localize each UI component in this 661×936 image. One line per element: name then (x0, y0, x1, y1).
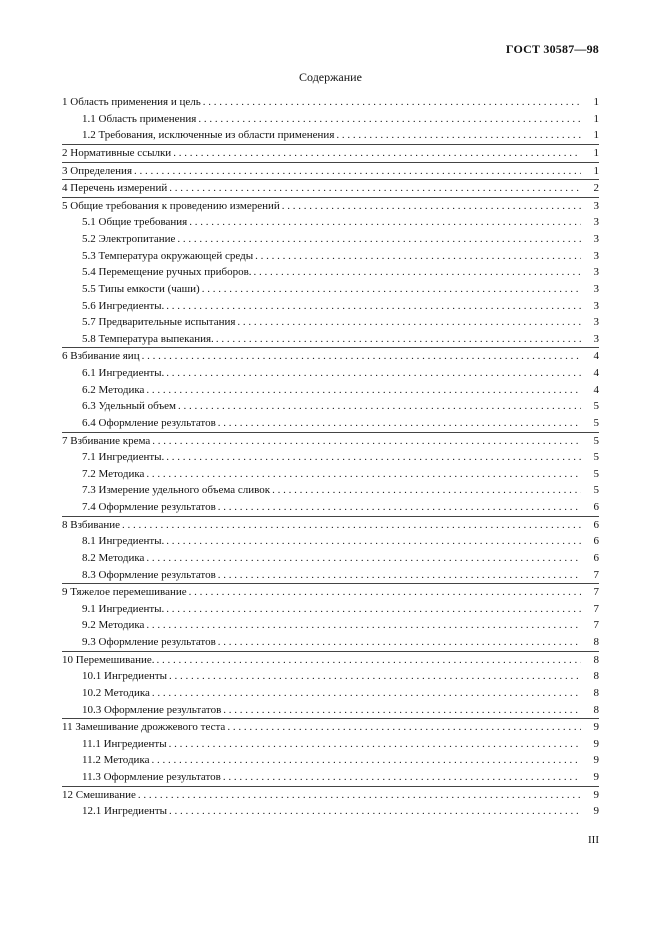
toc-leader-dots (169, 668, 581, 685)
toc-entry-page: 6 (593, 551, 599, 564)
toc-entry[interactable] (62, 264, 599, 281)
toc-entry[interactable] (62, 752, 599, 769)
toc-entry[interactable] (62, 516, 599, 534)
toc-entry[interactable] (62, 281, 599, 298)
toc-leader-dots (146, 550, 581, 567)
toc-entry-text: 5.4 Перемещение ручных приборов. (82, 266, 252, 279)
toc-entry-page: 8 (593, 670, 599, 683)
toc-entry[interactable] (62, 314, 599, 331)
toc-entry[interactable] (62, 298, 599, 315)
toc-entry[interactable] (62, 583, 599, 601)
toc-entry-text: 9.3 Оформление результатов (82, 636, 216, 648)
toc-entry-page: 9 (593, 721, 599, 734)
toc-entry[interactable] (62, 162, 599, 180)
toc-entry[interactable] (62, 432, 599, 450)
toc-entry-page: 7 (593, 568, 599, 581)
toc-entry-page: 1 (593, 129, 599, 142)
toc-leader-dots (223, 769, 581, 786)
toc-entry-page: 6 (593, 501, 599, 513)
toc-entry-text: 5.2 Электропитание (82, 233, 176, 245)
toc-entry[interactable] (62, 331, 599, 348)
toc-entry-page: 4 (593, 383, 599, 396)
toc-entry[interactable] (62, 214, 599, 231)
toc-leader-dots (255, 248, 581, 265)
toc-entry[interactable] (62, 702, 599, 719)
toc-entry-text: 5.5 Типы емкости (чаши) (82, 282, 200, 295)
toc-entry-page: 3 (593, 332, 599, 345)
toc-entry[interactable] (62, 601, 599, 618)
toc-entry-page: 4 (593, 350, 599, 363)
toc-entry[interactable] (62, 248, 599, 265)
toc-leader-dots (166, 449, 581, 466)
toc-entry-text: 7 Взбивание крема (62, 434, 151, 447)
toc-entry-text: 1 Область применения и цель (62, 96, 201, 108)
toc-entry-page: 1 (593, 96, 599, 108)
toc-leader-dots (218, 499, 581, 516)
toc-leader-dots (237, 314, 581, 331)
toc-entry[interactable] (62, 786, 599, 804)
toc-entry-text: 8.3 Оформление результатов (82, 568, 216, 581)
toc-leader-dots (157, 652, 582, 669)
toc-leader-dots (254, 264, 581, 281)
toc-entry[interactable] (62, 736, 599, 753)
toc-entry[interactable] (62, 533, 599, 550)
toc-entry-page: 9 (593, 771, 599, 783)
toc-entry-page: 3 (593, 199, 599, 212)
toc-entry[interactable] (62, 111, 599, 128)
toc-entry-text: 10 Перемешивание. (62, 653, 155, 666)
document-code: ГОСТ 30587—98 (505, 42, 599, 56)
toc-entry-page: 6 (593, 518, 599, 531)
toc-title: Содержание (299, 70, 362, 84)
toc-leader-dots (282, 198, 581, 215)
toc-leader-dots (218, 634, 581, 651)
toc-leader-dots (189, 214, 581, 231)
toc-entry[interactable] (62, 769, 599, 786)
toc-entry-text: 12 Смешивание (62, 788, 136, 801)
toc-entry-text: 11 Замешивание дрожжевого теста (62, 721, 226, 734)
toc-entry[interactable] (62, 567, 599, 584)
toc-entry-text: 11.1 Ингредиенты (82, 737, 167, 750)
toc-entry-page: 2 (593, 182, 599, 195)
toc-entry-text: 5.6 Ингредиенты. (82, 299, 165, 312)
toc-entry[interactable] (62, 197, 599, 215)
toc-entry-page: 5 (593, 467, 599, 480)
toc-entry-page: 3 (593, 216, 599, 229)
toc-leader-dots (122, 517, 581, 534)
toc-leader-dots (169, 736, 581, 753)
toc-entry-text: 5 Общие требования к проведению измерений (62, 199, 280, 212)
toc-entry-page: 8 (593, 703, 599, 716)
toc-entry[interactable] (62, 499, 599, 516)
toc-entry-text: 11.3 Оформление результатов (82, 771, 221, 783)
toc-entry-text: 6.1 Ингредиенты. (82, 367, 165, 379)
toc-leader-dots (203, 94, 581, 111)
toc-entry-page: 9 (593, 754, 599, 767)
toc-entry-page: 3 (593, 249, 599, 262)
toc-leader-dots (177, 231, 581, 248)
toc-entry-page: 3 (593, 233, 599, 245)
toc-entry[interactable] (62, 398, 599, 415)
toc-entry-page: 5 (593, 434, 599, 447)
toc-leader-dots (146, 382, 581, 399)
toc-entry-page: 6 (593, 535, 599, 548)
toc-entry-text: 7.2 Методика (82, 467, 145, 480)
toc-entry-text: 1.1 Область применения (82, 112, 197, 125)
toc-leader-dots (166, 365, 581, 382)
toc-leader-dots (166, 533, 581, 550)
toc-entry[interactable] (62, 144, 599, 162)
toc-leader-dots (198, 111, 581, 128)
toc-entry-text: 10.1 Ингредиенты (82, 670, 168, 683)
toc-leader-dots (218, 567, 581, 584)
toc-entry-text: 9 Тяжелое перемешивание (62, 586, 187, 599)
toc-entry-text: 5.1 Общие требования (82, 216, 188, 229)
toc-entry-text: 3 Определения (62, 164, 133, 177)
toc-leader-dots (166, 298, 581, 315)
toc-leader-dots (189, 584, 581, 601)
toc-leader-dots (227, 719, 581, 736)
toc-entry-text: 6.4 Оформление результатов (82, 416, 216, 429)
toc-entry-page: 9 (593, 737, 599, 750)
toc-leader-dots (138, 787, 581, 804)
toc-leader-dots (146, 617, 581, 634)
toc-entry-page: 8 (593, 653, 599, 666)
toc-entry[interactable] (62, 365, 599, 382)
toc-entry[interactable] (62, 634, 599, 651)
toc-entry[interactable] (62, 466, 599, 483)
toc-entry-page: 3 (593, 266, 599, 279)
toc-entry-page: 5 (593, 416, 599, 429)
toc-leader-dots (173, 145, 581, 162)
toc-entry-page: 5 (593, 400, 599, 413)
toc-entry-text: 10.3 Оформление результатов (82, 703, 222, 716)
toc-entry-text: 4 Перечень измерений (62, 182, 168, 195)
toc-entry-page: 7 (593, 619, 599, 632)
toc-entry-text: 7.4 Оформление результатов (82, 501, 216, 513)
page-number: III (588, 834, 599, 846)
toc-entry-text: 1.2 Требования, исключенные из области применения (82, 129, 335, 142)
toc-leader-dots (152, 685, 581, 702)
toc-entry-text: 7.1 Ингредиенты. (82, 451, 165, 464)
toc-entry[interactable] (62, 651, 599, 669)
toc-entry[interactable] (62, 617, 599, 634)
toc-entry[interactable] (62, 127, 599, 144)
toc-entry-text: 5.7 Предварительные испытания (82, 316, 236, 329)
toc-leader-dots (336, 127, 581, 144)
toc-entry[interactable] (62, 668, 599, 685)
toc-entry-page: 8 (593, 636, 599, 648)
toc-entry[interactable] (62, 94, 599, 111)
toc-leader-dots (169, 803, 581, 820)
toc-leader-dots (218, 415, 581, 432)
toc-entry[interactable] (62, 803, 599, 820)
toc-entry-page: 5 (593, 484, 599, 497)
toc-entry[interactable] (62, 231, 599, 248)
toc-leader-dots (202, 281, 581, 298)
toc-leader-dots (272, 482, 581, 499)
toc-leader-dots (223, 702, 581, 719)
toc-leader-dots (134, 163, 581, 180)
toc-entry[interactable] (62, 415, 599, 432)
toc-entry-page: 4 (593, 367, 599, 379)
toc-entry-text: 5.8 Температура выпекания. (82, 332, 214, 345)
toc-entry-page: 7 (593, 586, 599, 599)
toc-entry-page: 1 (593, 164, 599, 177)
toc-entry-page: 1 (593, 146, 599, 159)
toc-entry-text: 12.1 Ингредиенты (82, 805, 168, 818)
toc-entry[interactable] (62, 382, 599, 399)
toc-leader-dots (152, 433, 581, 450)
toc-leader-dots (169, 180, 581, 197)
toc-entry[interactable] (62, 347, 599, 365)
toc-entry-page: 5 (593, 451, 599, 464)
toc-entry[interactable] (62, 718, 599, 736)
toc-entry-page: 1 (593, 112, 599, 125)
toc-entry-text: 6.2 Методика (82, 383, 145, 396)
toc-entry[interactable] (62, 449, 599, 466)
toc-entry[interactable] (62, 550, 599, 567)
toc-leader-dots (146, 466, 581, 483)
toc-entry-text: 8.1 Ингредиенты. (82, 535, 165, 548)
toc-leader-dots (142, 348, 581, 365)
toc-entry-page: 9 (593, 788, 599, 801)
toc-entry-text: 5.3 Температура окружающей среды (82, 249, 254, 262)
toc-leader-dots (152, 752, 582, 769)
toc-entry-page: 9 (593, 805, 599, 818)
toc-leader-dots (216, 331, 581, 348)
toc-entry[interactable] (62, 179, 599, 197)
toc-entry-text: 10.2 Методика (82, 686, 150, 699)
toc-entry-text: 8.2 Методика (82, 551, 145, 564)
toc-entry-text: 9.2 Методика (82, 619, 145, 632)
toc-entry-page: 8 (593, 686, 599, 699)
toc-entry-text: 9.1 Ингредиенты. (82, 602, 165, 615)
toc-leader-dots (166, 601, 581, 618)
toc-entry-text: 6.3 Удельный объем (82, 400, 176, 413)
toc-entry-page: 7 (593, 602, 599, 615)
toc-entry-text: 8 Взбивание (62, 518, 121, 531)
toc-entry-page: 3 (593, 316, 599, 329)
toc-entry-text: 2 Нормативные ссылки (62, 146, 172, 159)
toc-entry-text: 7.3 Измерение удельного объема сливок (82, 484, 271, 497)
toc-entry-page: 3 (593, 282, 599, 295)
table-of-contents (62, 94, 599, 820)
toc-entry[interactable] (62, 482, 599, 499)
toc-entry-text: 11.2 Методика (82, 754, 150, 767)
toc-entry[interactable] (62, 685, 599, 702)
toc-entry-text: 6 Взбивание яиц (62, 350, 140, 363)
toc-leader-dots (178, 398, 581, 415)
toc-entry-page: 3 (593, 299, 599, 312)
